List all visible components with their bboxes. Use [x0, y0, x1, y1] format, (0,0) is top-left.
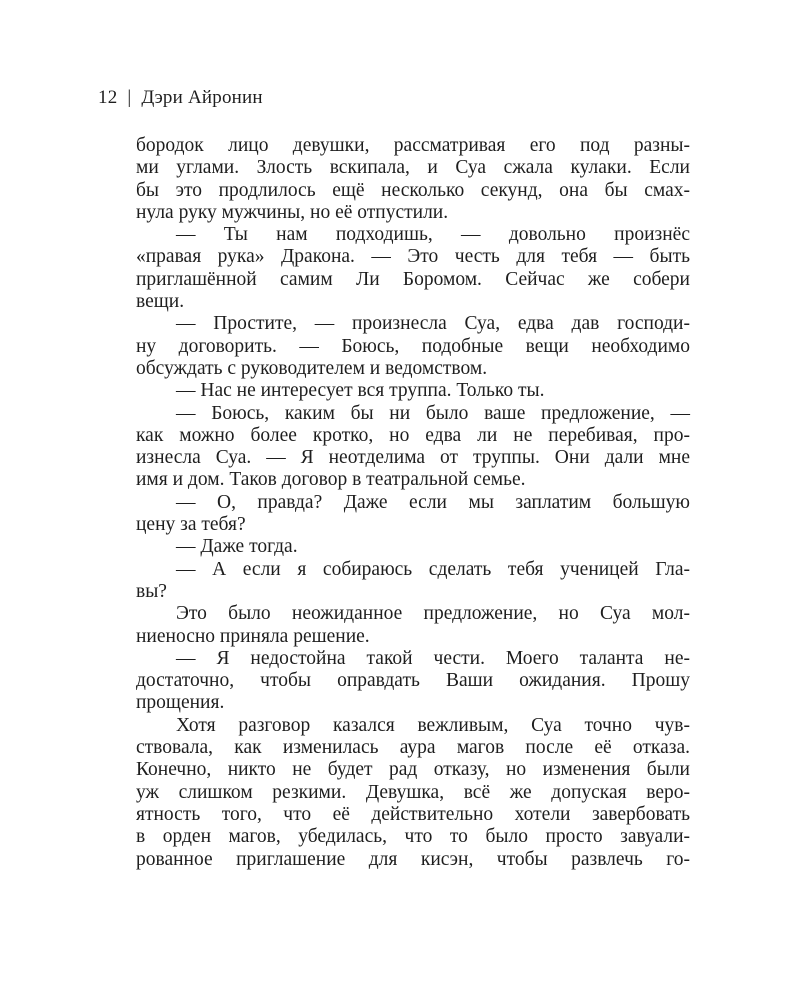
page-number: 12 [98, 87, 118, 108]
text-line: «правая рука» Дракона. — Это честь для тебя — быть [136, 246, 690, 268]
text-line: бородок лицо девушки, рассматривая его под разны- [136, 135, 690, 156]
text-line: Это было неожиданное предложение, но Суа мол- [176, 603, 690, 625]
text-line: — А если я собираюсь сделать тебя ученицей Гла- [176, 558, 690, 580]
text-line: цену за тебя? [136, 514, 246, 536]
text-line: уж слишком резкими. Девушка, всё же допуская веро- [136, 781, 690, 803]
author-name: Дэри Айронин [141, 87, 263, 108]
text-line: приглашённой самим Ли Боромом. Сейчас же собери [136, 268, 690, 290]
text-line: — Даже тогда. [176, 536, 298, 558]
text-line: ну договорить. — Боюсь, подобные вещи необходимо [136, 335, 690, 357]
text-line: — Я недостойна такой чести. Моего таланта не- [176, 647, 690, 669]
body-text [136, 135, 690, 871]
running-header [98, 86, 263, 110]
text-line: — Боюсь, каким бы ни было ваше предложение, — [176, 402, 690, 424]
text-line: изнесла Суа. — Я неотделима от труппы. Они дали мне [136, 447, 690, 469]
text-line: нула руку мужчины, но её отпустили. [136, 201, 449, 223]
text-line: Хотя разговор казался вежливым, Суа точно чув- [176, 714, 690, 736]
text-line: бы это продлилось ещё несколько секунд, она бы смах- [136, 179, 690, 201]
header-separator: | [127, 87, 132, 108]
text-line: ятность того, что её действительно хотели завербовать [136, 803, 690, 825]
text-line: достаточно, чтобы оправдать Ваши ожидания. Прошу [136, 670, 690, 692]
text-line: — Ты нам подходишь, — довольно произнёс [176, 224, 690, 246]
text-line: вы? [136, 580, 167, 602]
text-line: — О, правда? Даже если мы заплатим большую [176, 491, 690, 513]
text-line: имя и дом. Таков договор в театральной семье. [136, 469, 526, 491]
text-line: обсуждать с руководителем и ведомством. [136, 357, 488, 379]
text-line: ниеносно приняла решение. [136, 625, 370, 647]
text-line: прощения. [136, 692, 225, 714]
text-line: в орден магов, убедилась, что то было просто завуали- [136, 826, 690, 848]
text-line: — Простите, — произнесла Суа, едва дав господи- [176, 313, 690, 335]
text-line: Конечно, никто не будет рад отказу, но изменения были [136, 759, 690, 781]
text-line: рованное приглашение для кисэн, чтобы развлечь го- [136, 848, 690, 870]
text-line: ми углами. Злость вскипала, и Суа сжала кулаки. Если [136, 157, 690, 179]
text-line: — Нас не интересует вся труппа. Только ты. [176, 380, 545, 402]
text-line: ствовала, как изменилась аура магов после её отказа. [136, 737, 690, 759]
text-line: как можно более кротко, но едва ли не перебивая, про- [136, 424, 690, 446]
text-line: вещи. [136, 291, 185, 313]
